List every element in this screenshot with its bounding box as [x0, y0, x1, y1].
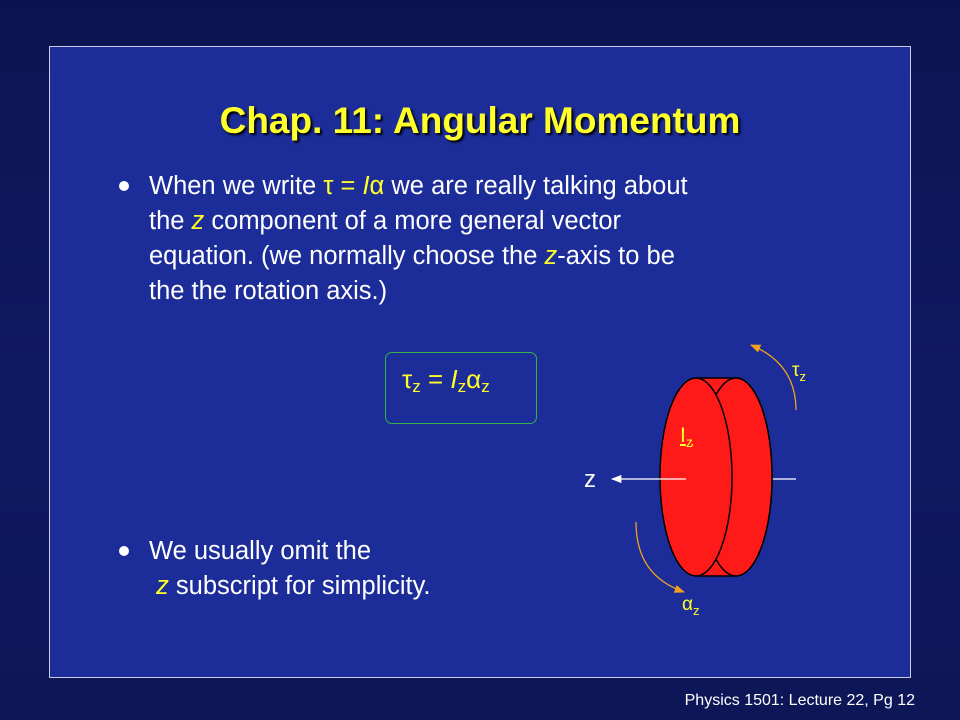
- disk-front-face: [660, 378, 732, 576]
- bullet-1-line-1: When we write τ = Iα we are really talking about: [149, 172, 688, 200]
- bullet-1-line-3: equation. (we normally choose the z-axis to be: [149, 242, 675, 270]
- slide-title: Chap. 11: Angular Momentum: [219, 100, 741, 141]
- bullet-1-line-2: the z component of a more general vector: [149, 207, 622, 235]
- slide-footer: Physics 1501: Lecture 22, Pg 12: [684, 692, 915, 709]
- bullet-1-line-4: the the rotation axis.): [149, 277, 388, 305]
- z-axis-label: z: [584, 466, 596, 493]
- tau-z-label: $\tau_z$: [792, 360, 807, 384]
- moment-of-inertia-label: $I_z$: [680, 424, 693, 451]
- alpha-z-label: $\alpha_z$: [682, 594, 700, 618]
- equation-text: $\tau_z = I_z\alpha_z$: [402, 364, 490, 396]
- bullet-2-line-2: z subscript for simplicity.: [156, 572, 431, 600]
- bullet-2-line-1: We usually omit the: [149, 537, 372, 565]
